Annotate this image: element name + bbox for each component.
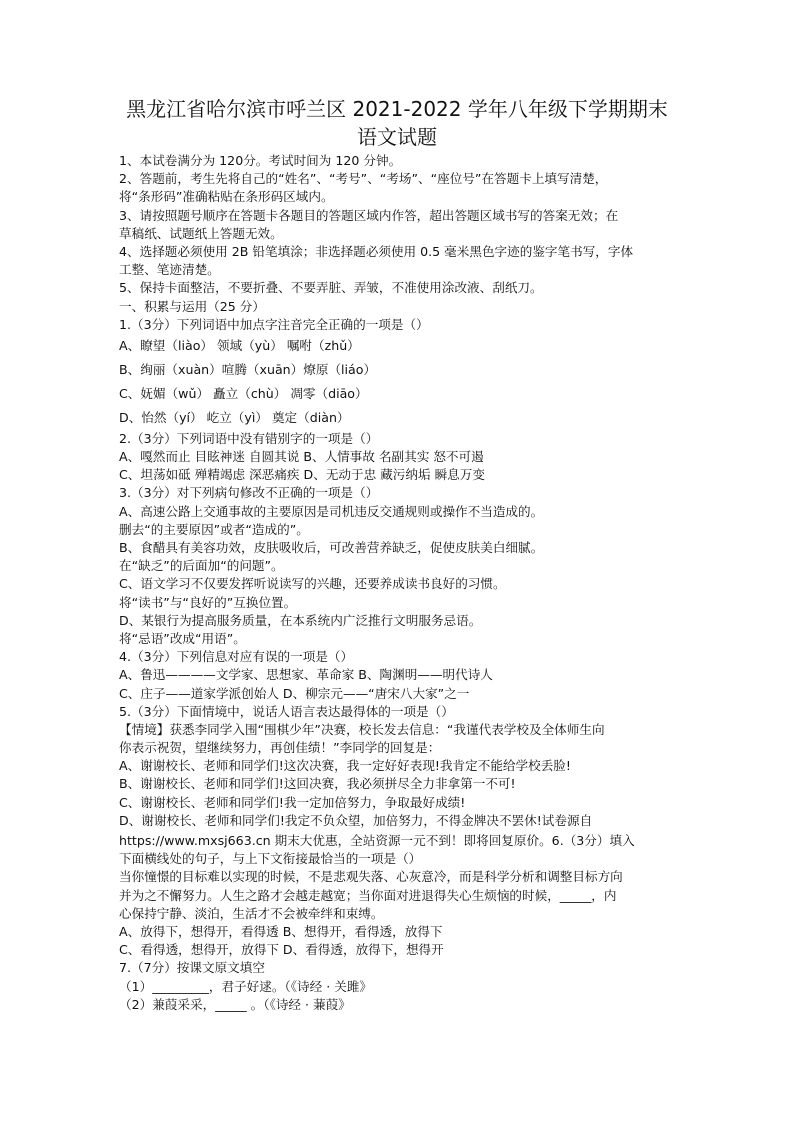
exam-content [119,152,693,1014]
source-notice-and-question-6: https://www.mxsj663.cn 期末大优惠，全站资源一元不到！即将回复原价。6.（3分）填入 [119,833,635,848]
question-3-option-d: D、某银行为提高服务质量，在本系统内广泛推行文明服务忌语。 [119,612,482,628]
question-6-cont: 下面横线处的句子，与上下文衔接最恰当的一项是（） [119,851,422,867]
question-6-passage-2: 并为之不懈努力。人生之路才会越走越宽；当你面对进退得失心生烦恼的时候，_____，内 [119,887,617,903]
instruction-4-cont: 工整、笔迹清楚。 [119,262,220,278]
question-3-option-b-fix: 在“缺乏”的后面加“的问题”。 [119,558,284,574]
question-1-option-b: B、绚丽（xuàn）喧腾（xuān）燎原（liáo） [119,361,377,377]
question-6-passage-1: 当你憧憬的目标难以实现的时候，不是悲观失落、心灰意冷，而是科学分析和调整目标方向 [119,869,623,885]
question-2: 2.（3分）下列词语中没有错别字的一项是（） [119,430,379,446]
question-5-option-a: A、谢谢校长、老师和同学们!这次决赛，我一定好好表现!我肯定不能给学校丢脸! [119,758,571,774]
question-5: 5.（3分）下面情境中，说话人语言表达最得体的一项是（） [119,703,454,719]
page-title: 黑龙江省哈尔滨市呼兰区 2021-2022 学年八年级下学期期末 [126,97,668,121]
question-2-options-ab: A、嘎然而止 目眩神迷 自圆其说 B、人情事故 名副其实 怒不可遏 [119,449,484,465]
instruction-3-cont: 草稿纸、试题纸上答题无效。 [119,225,283,241]
question-5-context: 【情境】获悉李同学入围“围棋少年”决赛，校长发去信息：“我谨代表学校及全体师生向 [119,721,605,737]
question-3-option-c: C、语文学习不仅要发挥听说读写的兴趣，还要养成读书良好的习惯。 [119,576,506,592]
question-6-options-cd: C、看得透，想得开，放得下 D、看得透，放得下，想得开 [119,942,444,958]
question-7-item-1: （1）_________，君子好逑。（《诗经 · 关雎》 [119,978,373,994]
question-1: 1.（3分）下列词语中加点字注音完全正确的一项是（） [119,316,429,332]
question-5-context-cont: 你表示祝贺，望继续努力，再创佳绩！”李同学的回复是： [119,740,441,756]
question-5-option-c: C、谢谢校长、老师和同学们!我一定加倍努力，争取最好成绩! [119,794,466,810]
question-4-options-cd: C、庄子——道家学派创始人 D、柳宗元——“唐宋八大家”之一 [119,685,470,701]
question-4: 4.（3分）下列信息对应有误的一项是（） [119,649,354,665]
question-5-option-b: B、谢谢校长、老师和同学们!这回决赛，我必须拼尽全力非拿第一不可! [119,776,516,792]
instruction-2: 2、答题前，考生先将自己的“姓名”、“考号”、“考场”、“座位号”在答题卡上填写清楚， [119,171,608,187]
question-3-option-c-fix: 将“读书”与“良好的”互换位置。 [119,594,297,610]
question-4-options-ab: A、鲁迅————文学家、思想家、革命家 B、陶渊明——明代诗人 [119,667,493,683]
question-1-option-a: A、瞭望（liào） 领域（yù） 嘱咐（zhǔ） [119,337,360,353]
section-heading: 一、积累与运用（25 分） [119,298,265,314]
instruction-4: 4、选择题必须使用 2B 铅笔填涂；非选择题必须使用 0.5 毫米黑色字迹的鉴字笔书写，字体 [119,243,634,259]
question-7-item-2: （2）兼葭采采，_____ 。（《诗经 · 蒹葭》 [119,996,351,1012]
question-3: 3.（3分）对下列病句修改不正确的一项是（） [119,485,379,501]
instruction-1: 1、本试卷满分为 120分。考试时间为 120 分钟。 [119,153,402,168]
instruction-5: 5、保持卡面整洁，不要折叠、不要弄脏、弄皱，不准使用涂改液、刮纸刀。 [119,280,543,296]
question-6-options-ab: A、放得下，想得开，看得透 B、想得开，看得透，放得下 [119,923,443,939]
question-1-option-d: D、怡然（yí） 屹立（yì） 奠定（diàn） [119,409,350,425]
page-subtitle: 语文试题 [357,125,437,149]
question-2-options-cd: C、坦荡如砥 殚精竭虑 深恶痛疾 D、无动于忠 藏污纳垢 瞬息万变 [119,467,485,483]
question-3-option-b: B、食醋具有美容功效，皮肤吸收后，可改善营养缺乏，促使皮肤美白细腻。 [119,540,544,555]
question-3-option-d-fix: 将“忌语”改成“用语”。 [119,630,246,646]
question-3-option-a-fix: 删去“的主要原因”或者“造成的”。 [119,521,309,537]
question-7: 7.（7分）按课文原文填空 [119,960,265,976]
question-6-passage-3: 心保持宁静、淡泊，生活才不会被牵绊和束缚。 [119,905,384,921]
question-1-option-c: C、妩媚（wǔ） 矗立（chù） 凋零（diāo） [119,385,368,401]
question-5-option-d: D、谢谢校长、老师和同学们!我定不负众望，加倍努力，不得金牌决不罢休!试卷源自 [119,812,593,828]
instruction-2-cont: 将“条形码”准确粘贴在条形码区域内。 [119,189,334,205]
question-3-option-a: A、高速公路上交通事故的主要原因是司机违反交通规则或操作不当造成的。 [119,503,544,519]
instruction-3: 3、请按照题号顺序在答题卡各题目的答题区域内作答，超出答题区域书写的答案无效；在 [119,207,619,223]
